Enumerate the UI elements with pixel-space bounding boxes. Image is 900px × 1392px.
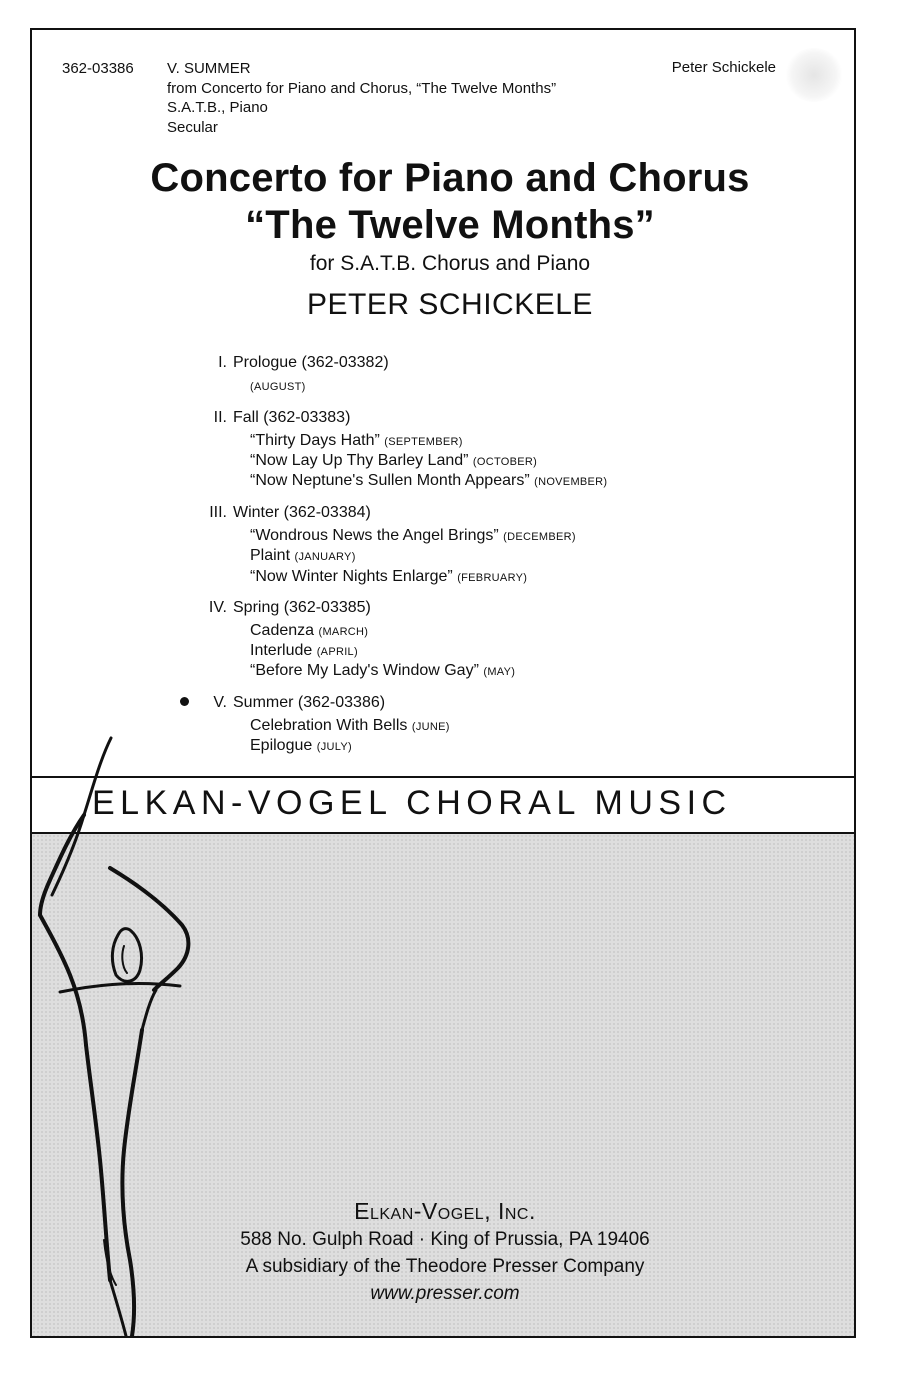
header-line-category: Secular (167, 118, 218, 136)
list-item (250, 451, 537, 472)
month-label: (DECEMBER) (503, 531, 576, 543)
header-composer: Peter Schickele (671, 59, 776, 76)
month-label: (NOVEMBER) (534, 476, 608, 488)
composer-name: PETER SCHICKELE (307, 288, 593, 321)
movement-label: Fall (362-03383) (233, 409, 351, 426)
list-item (250, 376, 306, 397)
month-label: (AUGUST) (250, 381, 306, 393)
band-divider-top (30, 776, 856, 778)
piece-title: “Now Winter Nights Enlarge” (250, 568, 453, 585)
movement-1 (218, 353, 389, 373)
piece-title: “Thirty Days Hath” (250, 432, 380, 449)
piece-title: “Before My Lady's Window Gay” (250, 662, 479, 679)
list-item (250, 621, 368, 642)
header-lines (167, 59, 556, 137)
month-label: (JULY) (316, 741, 352, 753)
piece-title: Interlude (250, 642, 313, 659)
publisher-name: Elkan-Vogel, Inc. (354, 1198, 536, 1224)
movement-numeral: I. (218, 354, 227, 371)
piece-title: Celebration With Bells (250, 717, 408, 734)
list-item (250, 431, 463, 452)
series-name: ELKAN-VOGEL CHORAL MUSIC (92, 784, 732, 822)
piece-title: “Now Lay Up Thy Barley Land” (250, 452, 469, 469)
movement-label: Winter (362-03384) (233, 504, 371, 521)
month-label: (MAY) (483, 666, 516, 678)
list-item (250, 641, 358, 662)
header-line-title: V. SUMMER (167, 60, 251, 77)
main-title-line1: Concerto for Piano and Chorus (150, 156, 750, 200)
list-item (250, 716, 450, 737)
list-item (250, 471, 607, 492)
band-divider-bottom (30, 832, 856, 834)
publisher-website[interactable]: www.presser.com (370, 1283, 520, 1304)
movement-4 (208, 598, 371, 618)
month-label: (APRIL) (316, 646, 358, 658)
movement-numeral: III. (209, 504, 227, 521)
main-title-line2: “The Twelve Months” (245, 203, 655, 247)
piece-title: “Wondrous News the Angel Brings” (250, 527, 499, 544)
current-movement-bullet-icon (180, 697, 189, 706)
month-label: (MARCH) (318, 626, 369, 638)
movement-numeral: II. (213, 409, 227, 426)
header-line-voicing: S.A.T.B., Piano (167, 99, 268, 116)
publisher-address: 588 No. Gulph Road · King of Prussia, PA 19406 (240, 1229, 650, 1250)
subtitle: for S.A.T.B. Chorus and Piano (309, 252, 591, 275)
list-item (250, 526, 576, 547)
month-label: (JANUARY) (294, 551, 356, 563)
print-smudge (785, 48, 843, 102)
catalog-number: 362-03386 (62, 60, 134, 77)
movement-5 (213, 693, 386, 713)
month-label: (OCTOBER) (472, 456, 538, 468)
header-line-source: from Concerto for Piano and Chorus, “The Twelve Months” (167, 79, 557, 97)
month-label: (SEPTEMBER) (384, 436, 463, 448)
month-label: (FEBRUARY) (457, 572, 528, 584)
movement-label: Summer (362-03386) (233, 694, 386, 711)
movement-numeral: IV. (208, 599, 227, 616)
month-label: (JUNE) (411, 721, 450, 733)
list-item (250, 661, 515, 682)
movement-2 (213, 408, 351, 428)
list-item (250, 546, 356, 567)
piece-title: Plaint (250, 547, 291, 564)
movement-label: Prologue (362-03382) (233, 354, 389, 371)
movement-3 (209, 503, 371, 523)
list-item (250, 736, 352, 757)
movement-label: Spring (362-03385) (233, 599, 371, 616)
movement-numeral: V. (213, 694, 227, 711)
publisher-subsidiary: A subsidiary of the Theodore Presser Company (245, 1256, 645, 1277)
list-item (250, 567, 527, 588)
piece-title: Epilogue (250, 737, 313, 754)
publisher-block (210, 1196, 680, 1307)
piece-title: “Now Neptune's Sullen Month Appears” (250, 472, 530, 489)
piece-title: Cadenza (250, 622, 315, 639)
